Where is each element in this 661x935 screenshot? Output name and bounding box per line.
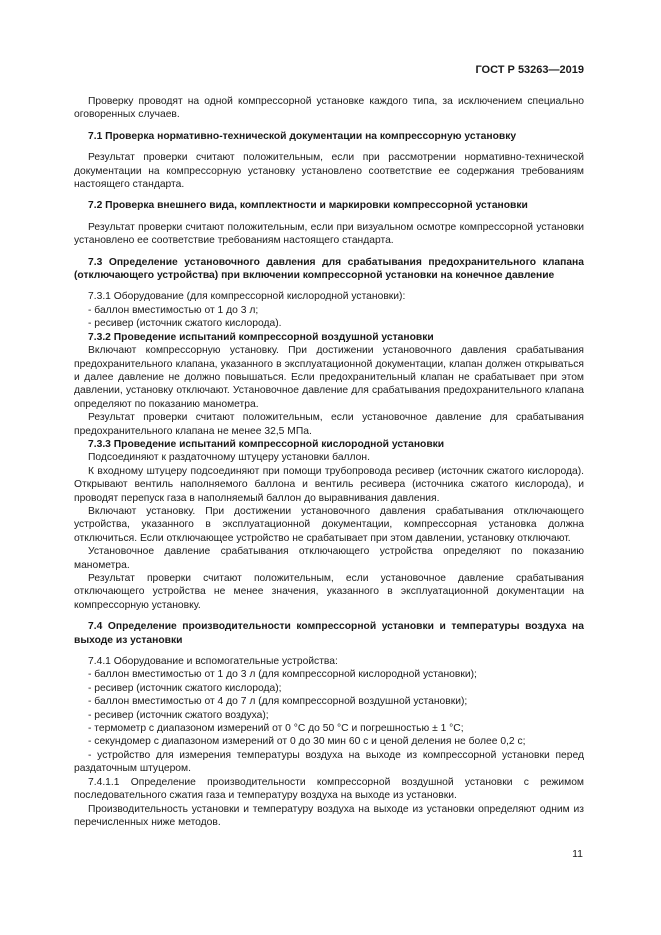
- spacer: [74, 122, 584, 130]
- paragraph: 7.4.1.1 Определение производительности компрессорной воздушной установки с режимом последовательного сжатия газа и температуру воздуха на выходе из установки.: [74, 776, 584, 802]
- spacer: [74, 143, 584, 151]
- paragraph: - ресивер (источник сжатого кислорода).: [88, 318, 282, 330]
- paragraph: Подсоединяют к раздаточному штуцеру установки баллон.: [88, 452, 370, 464]
- spacer: [74, 213, 584, 221]
- paragraph: Включают компрессорную установку. При достижении установочного давления срабатывания предохранительного клапана, указанного в эксплуатационной документации, клапан должен открываться и далее давление не должно повышаться. Если предохранительный клапан не срабатывает при этом давлении, установку отключают. Установочное давление для срабатывания предохранительного клапана определяют по показанию манометра.: [74, 345, 584, 410]
- paragraph: Результат проверки считают положительным, если при визуальном осмотре компрессорной установки установлено ее соответствие требованиям настоящего стандарта.: [74, 221, 584, 247]
- paragraph: - термометр с диапазоном измерений от 0 °С до 50 °С и погрешностью ± 1 °С;: [88, 723, 464, 735]
- subsection-heading: 7.3.3 Проведение испытаний компрессорной кислородной установки: [88, 438, 445, 450]
- paragraph: - секундомер с диапазоном измерений от 0 до 30 мин 60 с и ценой деления не более 0,2 с;: [88, 736, 526, 748]
- paragraph: - баллон вместимостью от 4 до 7 л (для компрессорной воздушной установки);: [88, 696, 468, 708]
- spacer: [74, 282, 584, 290]
- paragraph: Включают установку. При достижении установочного давления срабатывания отключающего устройства, указанного в эксплуатационной документации, компрессорная установка должна отключиться. Если отключающее устройство не срабатывает при этом давлении, установку отключают.: [74, 505, 584, 544]
- paragraph: 7.4.1 Оборудование и вспомогательные устройства:: [88, 656, 338, 668]
- paragraph: - ресивер (источник сжатого кислорода);: [88, 682, 282, 694]
- paragraph: - устройство для измерения температуры воздуха на выходе из компрессорной установки перед раздаточным штуцером.: [74, 749, 584, 775]
- section-heading: 7.1 Проверка нормативно-технической документации на компрессорную установку: [88, 130, 517, 142]
- paragraph: Проверку проводят на одной компрессорной установке каждого типа, за исключением специально оговоренных случаев.: [74, 96, 584, 121]
- paragraph: 7.3.1 Оборудование (для компрессорной кислородной установки):: [88, 291, 406, 303]
- paragraph: - баллон вместимостью от 1 до 3 л;: [88, 304, 259, 316]
- spacer: [74, 191, 584, 199]
- paragraph: Результат проверки считают положительным, если установочное давление для срабатывания предохранительного клапана не менее 32,5 МПа.: [74, 412, 584, 437]
- paragraph: - ресивер (источник сжатого воздуха);: [88, 709, 269, 721]
- paragraph: К входному штуцеру подсоединяют при помощи трубопровода ресивер (источник сжатого кислорода). Открывают вентиль наполняемого баллона и вентиль ресивера (источника сжатого кислорода), и проводят перепуск газа в наполняемый баллон до выравнивания давления.: [74, 465, 584, 504]
- document-content: [74, 95, 584, 829]
- spacer: [74, 612, 584, 620]
- section-heading: 7.2 Проверка внешнего вида, комплектности и маркировки компрессорной установки: [88, 200, 528, 212]
- paragraph: Производительность установки и температуру воздуха на выходе из установки определяют одним из перечисленных ниже методов.: [74, 803, 584, 828]
- standard-number: ГОСТ Р 53263—2019: [475, 64, 584, 76]
- section-heading: 7.3 Определение установочного давления для срабатывания предохранительного клапана (отключающего устройства) при включении компрессорной установки на конечное давление: [74, 256, 584, 282]
- spacer: [74, 647, 584, 655]
- paragraph: Результат проверки считают положительным, если установочное давление срабатывания отключающего устройства не менее значения, указанного в эксплуатационной документации на компрессорную установку.: [74, 573, 584, 611]
- subsection-heading: 7.3.2 Проведение испытаний компрессорной воздушной установки: [88, 331, 434, 343]
- page-number: 11: [572, 848, 583, 860]
- paragraph: Установочное давление срабатывания отключающего устройства определяют по показанию манометра.: [74, 546, 584, 571]
- section-heading: 7.4 Определение производительности компрессорной установки и температуры воздуха на выходе из установки: [74, 621, 584, 646]
- paragraph: - баллон вместимостью от 1 до 3 л (для компрессорной кислородной установки);: [88, 669, 477, 681]
- paragraph: Результат проверки считают положительным, если при рассмотрении нормативно-технической документации на компрессорную установку установлено соответствие ее содержания требованиям настоящего стандарта.: [74, 152, 584, 191]
- spacer: [74, 248, 584, 256]
